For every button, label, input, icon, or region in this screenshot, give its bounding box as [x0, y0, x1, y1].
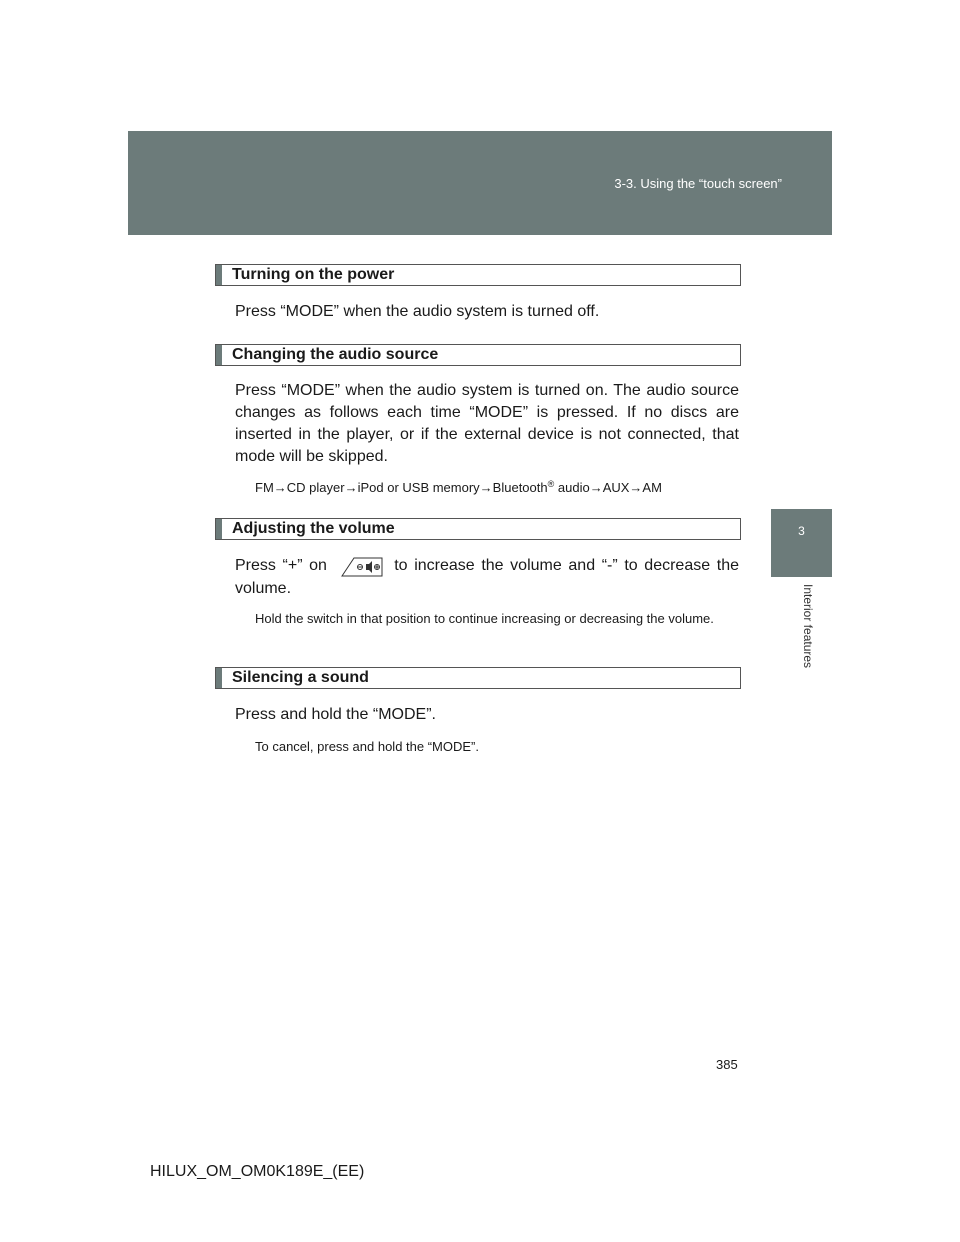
page-number: 385: [716, 1057, 738, 1072]
paragraph-changing-source: Press “MODE” when the audio system is turned on. The audio source changes as follows each time “MODE” is pressed. If no discs are inserted in the player, or if the external device is not connected, that mode will be skipped.: [235, 382, 739, 465]
chapter-label: Interior features: [801, 584, 815, 669]
heading-bar: [216, 345, 222, 365]
source-item: CD player: [286, 480, 345, 495]
arrow-icon: →: [479, 480, 493, 495]
note-adjusting-volume: Hold the switch in that position to continue increasing or decreasing the volume.: [255, 611, 714, 626]
heading-turning-on-power: [215, 264, 741, 286]
heading-changing-source: [215, 344, 741, 366]
volume-text-end: to increase the volume and “-” to decrease the volume.: [235, 557, 739, 597]
source-item: iPod or USB memory: [357, 480, 480, 495]
heading-bar: [216, 519, 222, 539]
source-item: AM: [642, 480, 662, 495]
header-band: [128, 131, 832, 235]
heading-text: Silencing a sound: [232, 669, 369, 686]
heading-bar: [216, 265, 222, 285]
heading-silencing-sound: [215, 667, 741, 689]
heading-text: Turning on the power: [232, 266, 395, 283]
source-sequence: [255, 479, 662, 495]
arrow-icon: →: [629, 480, 643, 495]
arrow-icon: →: [273, 480, 287, 495]
heading-adjusting-volume: [215, 518, 741, 540]
paragraph-silencing: Press and hold the “MODE”.: [235, 706, 436, 723]
note-silencing: To cancel, press and hold the “MODE”.: [255, 739, 479, 754]
chapter-number: 3: [798, 524, 805, 538]
paragraph-adjusting-volume: [235, 555, 739, 600]
source-item: audio: [557, 480, 590, 495]
heading-bar: [216, 668, 222, 688]
heading-text: Adjusting the volume: [232, 520, 395, 537]
paragraph-turning-on: Press “MODE” when the audio system is turned off.: [235, 303, 600, 320]
arrow-icon: →: [589, 480, 603, 495]
source-item: Bluetooth: [492, 480, 548, 495]
chapter-tab: [771, 509, 832, 577]
section-title: 3-3. Using the “touch screen”: [614, 176, 782, 191]
heading-text: Changing the audio source: [232, 346, 439, 363]
source-item: FM: [255, 480, 274, 495]
volume-text-start: Press “+” on: [235, 557, 327, 574]
registered-mark: ®: [547, 479, 555, 489]
source-item: AUX: [602, 480, 630, 495]
arrow-icon: →: [344, 480, 358, 495]
volume-switch-icon: [338, 556, 384, 578]
document-code: HILUX_OM_OM0K189E_(EE): [150, 1163, 365, 1180]
